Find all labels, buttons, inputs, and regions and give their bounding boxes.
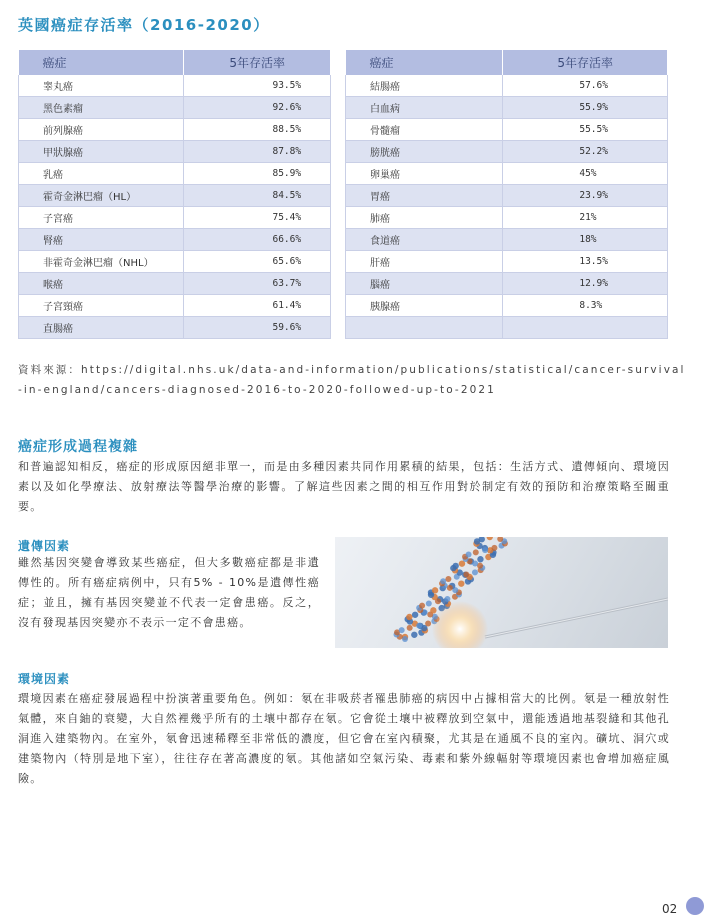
survival-rate: 55.9% (503, 97, 668, 119)
table-row (19, 229, 331, 251)
survival-rate: 23.9% (503, 185, 668, 207)
survival-rate: 21% (503, 207, 668, 229)
table-row (19, 251, 331, 273)
survival-rate: 93.5% (184, 75, 331, 97)
cancer-name: 甲狀腺癌 (19, 141, 184, 163)
survival-rate: 52.2% (503, 141, 668, 163)
table-row (19, 97, 331, 119)
table-row (346, 97, 668, 119)
cancer-name: 子宮頸癌 (19, 295, 184, 317)
table-row (19, 295, 331, 317)
survival-rate: 8.3% (503, 295, 668, 317)
cancer-name: 結腸癌 (346, 75, 503, 97)
survival-rate: 85.9% (184, 163, 331, 185)
table-row (346, 317, 668, 339)
table-row (346, 207, 668, 229)
survival-rate: 65.6% (184, 251, 331, 273)
survival-table-left (18, 50, 331, 339)
page-title: 英國癌症存活率（2016-2020） (18, 16, 270, 34)
cancer-name: 子宮癌 (19, 207, 184, 229)
cancer-name: 非霍奇金淋巴瘤（NHL） (19, 251, 184, 273)
cancer-name: 肺癌 (346, 207, 503, 229)
page-number: 02 (662, 902, 678, 916)
survival-table-right (345, 50, 668, 339)
survival-rate: 55.5% (503, 119, 668, 141)
dna-helix-image (335, 537, 668, 648)
section-title: 癌症形成過程複雜 (18, 439, 138, 455)
table-row (346, 185, 668, 207)
genetic-paragraph: 雖然基因突變會導致某些癌症，但大多數癌症都是非遺傳性的。所有癌症病例中，只有5% - 10%是遺傳性癌症；並且，擁有基因突變並不代表一定會患癌。反之，沒有發現基因突變亦不表示一定不會患癌。 (18, 556, 320, 629)
survival-rate (503, 317, 668, 339)
header-cancer: 癌症 (346, 50, 503, 75)
table-row (346, 229, 668, 251)
survival-rate: 13.5% (503, 251, 668, 273)
table-row (346, 75, 668, 97)
survival-rate: 92.6% (184, 97, 331, 119)
survival-rate: 75.4% (184, 207, 331, 229)
cancer-name: 前列腺癌 (19, 119, 184, 141)
header-rate: 5年存活率 (184, 50, 331, 75)
dna-helix-icon (335, 537, 668, 648)
survival-rate: 12.9% (503, 273, 668, 295)
cancer-name: 霍奇金淋巴瘤（HL） (19, 185, 184, 207)
cancer-name (346, 317, 503, 339)
cancer-name: 卵巢癌 (346, 163, 503, 185)
table-row (19, 207, 331, 229)
cancer-name: 腦癌 (346, 273, 503, 295)
cancer-name: 腎癌 (19, 229, 184, 251)
survival-rate: 45% (503, 163, 668, 185)
cancer-name: 喉癌 (19, 273, 184, 295)
survival-rate: 84.5% (184, 185, 331, 207)
survival-rate: 59.6% (184, 317, 331, 339)
header-cancer: 癌症 (19, 50, 184, 75)
cancer-name: 胰腺癌 (346, 295, 503, 317)
survival-rate: 61.4% (184, 295, 331, 317)
table-row (19, 185, 331, 207)
table-row (346, 295, 668, 317)
table-row (19, 317, 331, 339)
table-row (346, 163, 668, 185)
table-row (19, 119, 331, 141)
environment-paragraph: 環境因素在癌症發展過程中扮演著重要角色。例如：氡在非吸菸者罹患肺癌的病因中占據相當大的比例。氡是一種放射性氣體，來自鈾的衰變，大自然裡幾乎所有的土壤中都存在氡。它會從土壤中被釋放到空氣中，還能透過地基裂縫和其他孔洞進入建築物內。在室外，氡會迅速稀釋至非常低的濃度，但它會在室內積聚，尤其是在通風不良的室內。礦坑、洞穴或建築物內（特別是地下室），往往存在著高濃度的氡。其他諸如空氣污染、毒素和紫外線輻射等環境因素也會增加癌症風險。 (18, 692, 670, 785)
environment-heading: 環境因素 (18, 672, 71, 686)
source-citation: 資料來源：https://digital.nhs.uk/data-and-information/publications/statistical/cancer-survival-in-england/cancers-diagnosed-2016-to-2020-followed-up-to-2021 (18, 364, 686, 396)
table-row (19, 163, 331, 185)
survival-rate: 63.7% (184, 273, 331, 295)
survival-rate: 88.5% (184, 119, 331, 141)
cancer-name: 膀胱癌 (346, 141, 503, 163)
cancer-name: 直腸癌 (19, 317, 184, 339)
cancer-name: 睾丸癌 (19, 75, 184, 97)
table-row (19, 141, 331, 163)
cancer-name: 黑色素瘤 (19, 97, 184, 119)
table-row (19, 75, 331, 97)
survival-rate: 57.6% (503, 75, 668, 97)
table-row (19, 273, 331, 295)
survival-rate: 66.6% (184, 229, 331, 251)
cancer-name: 胃癌 (346, 185, 503, 207)
intro-paragraph: 和普遍認知相反，癌症的形成原因絕非單一，而是由多種因素共同作用累積的結果，包括：生活方式、遺傳傾向、環境因素以及如化學療法、放射療法等醫學治療的影響。了解這些因素之間的相互作用對於制定有效的預防和治療策略至關重要。 (18, 460, 670, 513)
survival-rate: 87.8% (184, 141, 331, 163)
table-row (346, 141, 668, 163)
table-row (346, 119, 668, 141)
table-row (346, 251, 668, 273)
cancer-name: 肝癌 (346, 251, 503, 273)
page-dot-icon (686, 897, 704, 915)
genetic-heading: 遺傳因素 (18, 539, 71, 553)
table-row (346, 273, 668, 295)
cancer-name: 骨髓瘤 (346, 119, 503, 141)
cancer-name: 白血病 (346, 97, 503, 119)
cancer-name: 乳癌 (19, 163, 184, 185)
header-rate: 5年存活率 (503, 50, 668, 75)
cancer-name: 食道癌 (346, 229, 503, 251)
survival-rate: 18% (503, 229, 668, 251)
